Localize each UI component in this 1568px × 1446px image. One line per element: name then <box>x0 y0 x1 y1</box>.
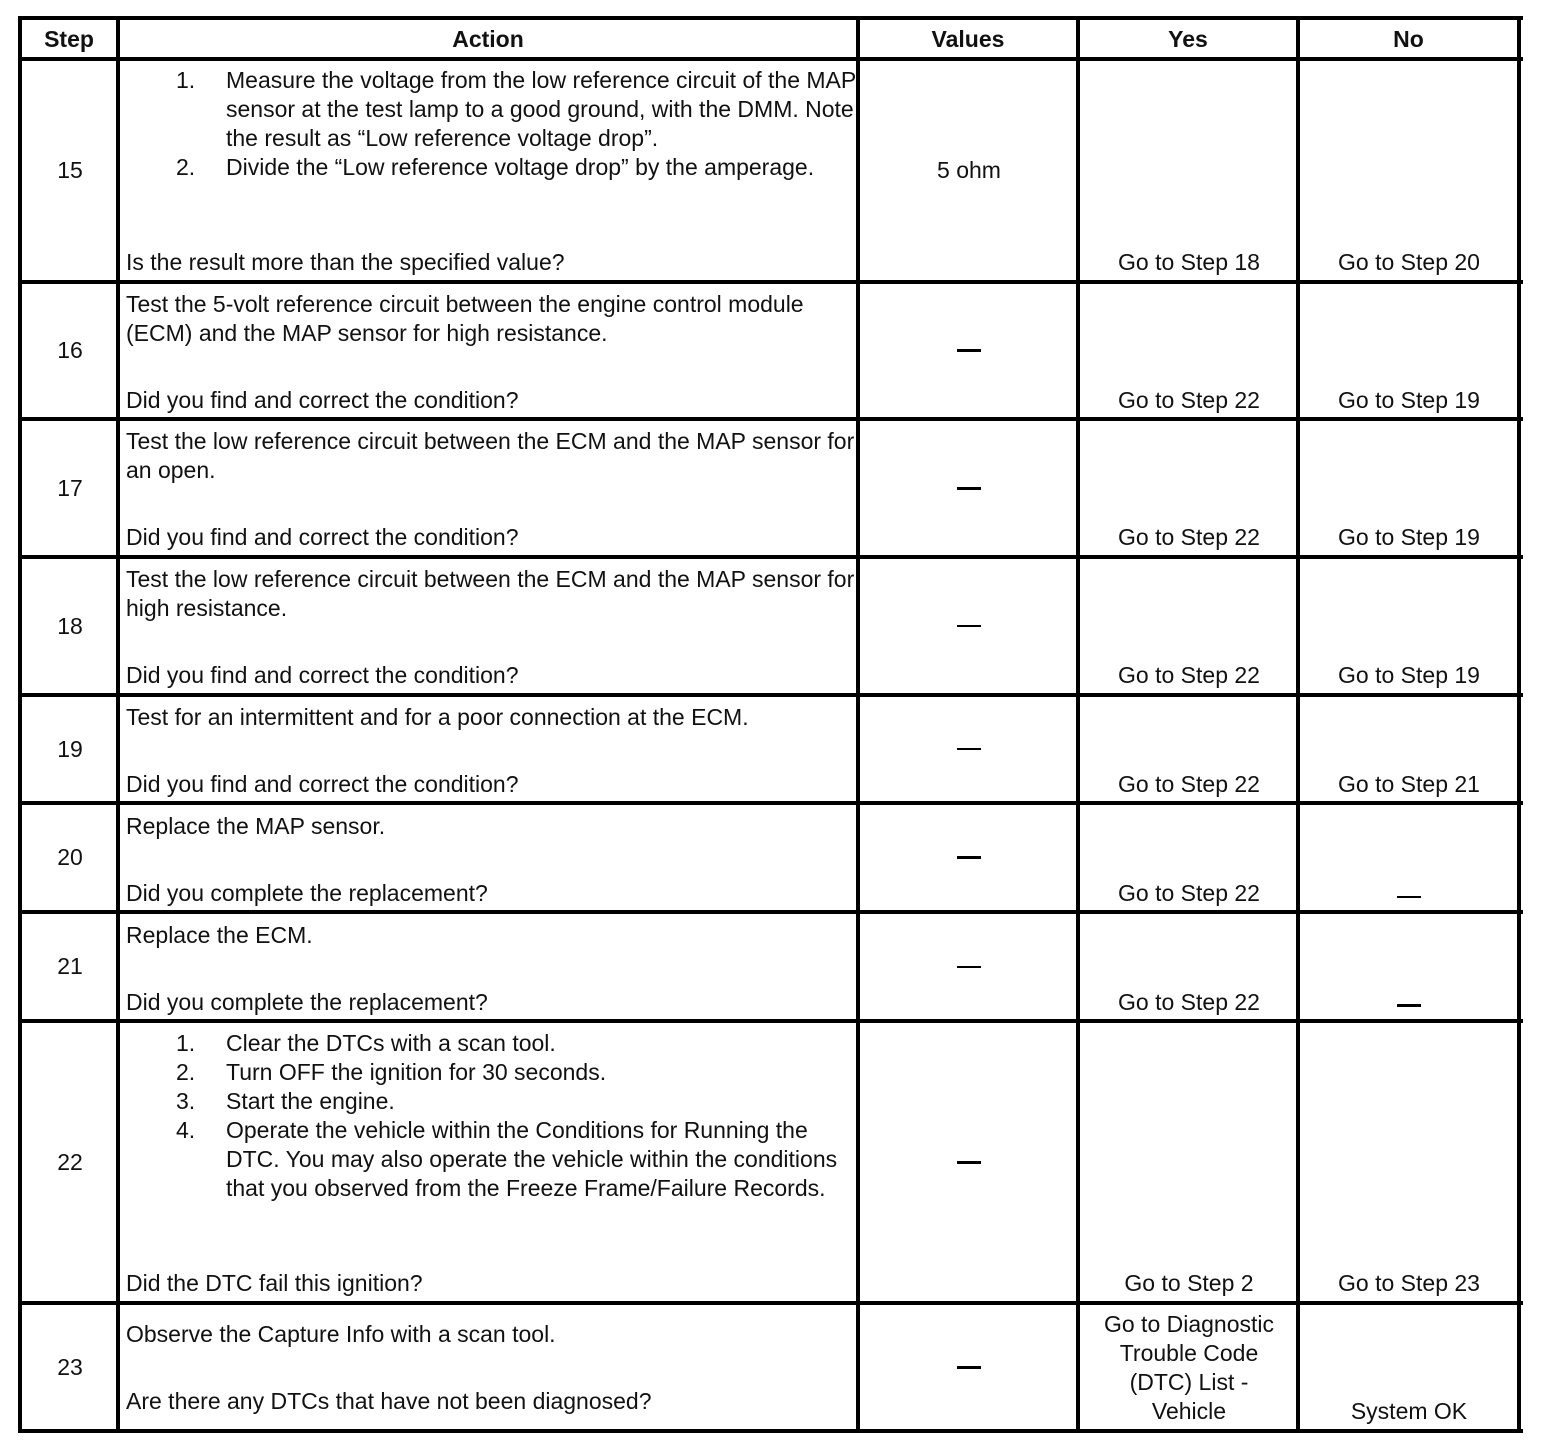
header-action: Action <box>452 25 524 52</box>
action-steps <box>126 1029 856 1203</box>
action-step-item <box>126 153 856 182</box>
no-cell <box>1302 1004 1516 1007</box>
no-cell: Go to Step 19 <box>1338 387 1480 413</box>
grid-hline <box>18 280 1523 284</box>
action-text: Replace the MAP sensor. <box>126 813 386 839</box>
step-item-text: Start the engine. <box>226 1088 395 1114</box>
value-cell <box>862 1305 1076 1429</box>
step-number: 18 <box>57 612 83 639</box>
value-dash <box>957 966 981 968</box>
grid-hline <box>18 1301 1523 1305</box>
action-text: Replace the ECM. <box>126 922 313 948</box>
step-item-number: 2. <box>176 1059 196 1085</box>
value-dash <box>957 625 981 627</box>
yes-cell: Go to Step 2 <box>1124 1270 1254 1296</box>
step-item-number: 1. <box>176 67 196 93</box>
action-step-item <box>126 1087 856 1116</box>
value-cell <box>862 914 1076 1019</box>
action-question: Did you complete the replacement? <box>126 989 488 1015</box>
step-item-number: 4. <box>176 1117 196 1143</box>
action-question: Are there any DTCs that have not been diagnosed? <box>126 1388 652 1414</box>
value-dash <box>957 1366 981 1369</box>
step-number: 20 <box>57 844 83 870</box>
grid-vline <box>1517 16 1521 1433</box>
step-number: 19 <box>57 735 83 762</box>
step-item-text: Measure the voltage from the low reference circuit of the MAP sensor at the test lamp to a good ground, with the DMM. Note the result as “Low reference voltage drop”. <box>226 67 856 151</box>
action-question: Did you find and correct the condition? <box>126 771 519 797</box>
step-number: 21 <box>57 953 83 979</box>
no-dash <box>1397 896 1421 898</box>
no-cell: Go to Step 19 <box>1338 524 1480 550</box>
yes-cell: Go to Step 22 <box>1118 387 1260 413</box>
action-step-item <box>126 1029 856 1058</box>
action-question: Did you find and correct the condition? <box>126 387 519 413</box>
action-text: Test the low reference circuit between the ECM and the MAP sensor for high resistance. <box>126 566 855 621</box>
action-question: Did the DTC fail this ignition? <box>126 1270 423 1296</box>
value-cell: 5 ohm <box>937 157 1001 183</box>
no-cell: Go to Step 20 <box>1338 249 1480 275</box>
value-dash <box>957 856 981 859</box>
no-cell: Go to Step 23 <box>1338 1270 1480 1296</box>
no-dash <box>1397 1004 1421 1007</box>
header-step: Step <box>44 25 94 52</box>
grid-hline <box>18 555 1523 559</box>
step-item-number: 1. <box>176 1030 196 1056</box>
grid-hline <box>18 1019 1523 1023</box>
yes-cell-link[interactable]: Go to Diagnostic Trouble Code (DTC) List - Vehicle <box>1103 1311 1275 1424</box>
value-cell <box>862 697 1076 801</box>
grid-hline <box>18 1429 1523 1433</box>
grid-vline <box>856 16 860 1433</box>
yes-cell: Go to Step 22 <box>1118 771 1260 797</box>
step-number: 16 <box>57 337 83 363</box>
grid-hline <box>18 693 1523 697</box>
header-yes: Yes <box>1168 25 1208 52</box>
action-step-item <box>126 66 856 153</box>
yes-cell: Go to Step 22 <box>1118 662 1260 688</box>
step-number: 15 <box>57 157 83 183</box>
header-no: No <box>1393 25 1424 52</box>
action-question: Did you find and correct the condition? <box>126 662 519 688</box>
step-item-text: Divide the “Low reference voltage drop” by the amperage. <box>226 154 815 180</box>
value-dash <box>957 748 981 750</box>
action-step-item <box>126 1058 856 1087</box>
value-dash <box>957 1161 981 1164</box>
grid-hline <box>18 910 1523 914</box>
grid-hline <box>18 801 1523 805</box>
value-cell <box>862 421 1076 555</box>
value-dash <box>957 349 981 352</box>
value-dash <box>957 487 981 490</box>
yes-cell: Go to Step 18 <box>1118 249 1260 275</box>
step-number: 17 <box>57 474 83 501</box>
grid-vline <box>1076 16 1080 1433</box>
header-values: Values <box>931 25 1005 52</box>
no-cell: System OK <box>1350 1398 1468 1424</box>
value-cell <box>862 1023 1076 1301</box>
no-cell: Go to Step 19 <box>1338 662 1480 688</box>
value-cell <box>862 805 1076 910</box>
step-number: 22 <box>57 1148 83 1175</box>
step-number: 23 <box>57 1353 83 1380</box>
action-question: Is the result more than the specified value? <box>126 249 565 275</box>
value-cell <box>862 559 1076 693</box>
action-text: Test the low reference circuit between the ECM and the MAP sensor for an open. <box>126 428 855 483</box>
yes-cell: Go to Step 22 <box>1118 880 1260 906</box>
step-item-text: Clear the DTCs with a scan tool. <box>226 1030 556 1056</box>
yes-cell: Go to Step 22 <box>1118 524 1260 550</box>
action-text: Test the 5-volt reference circuit between the engine control module (ECM) and the MAP sensor for high resistance. <box>126 291 804 346</box>
step-item-number: 2. <box>176 154 196 180</box>
action-text: Observe the Capture Info with a scan tool. <box>126 1321 556 1347</box>
action-step-item <box>126 1116 856 1203</box>
grid-hline <box>18 417 1523 421</box>
no-cell <box>1302 896 1516 899</box>
action-question: Did you complete the replacement? <box>126 880 488 906</box>
no-cell: Go to Step 21 <box>1338 771 1480 797</box>
grid-vline <box>1296 16 1300 1433</box>
step-item-number: 3. <box>176 1088 196 1114</box>
step-item-text: Turn OFF the ignition for 30 seconds. <box>226 1059 607 1085</box>
action-steps <box>126 66 856 182</box>
step-item-text: Operate the vehicle within the Conditions for Running the DTC. You may also operate the vehicle within the conditions that you observed from the Freeze Frame/Failure Records. <box>226 1117 838 1201</box>
yes-cell: Go to Step 22 <box>1118 989 1260 1015</box>
action-text: Test for an intermittent and for a poor connection at the ECM. <box>126 704 749 730</box>
value-cell <box>862 284 1076 417</box>
action-question: Did you find and correct the condition? <box>126 524 519 550</box>
